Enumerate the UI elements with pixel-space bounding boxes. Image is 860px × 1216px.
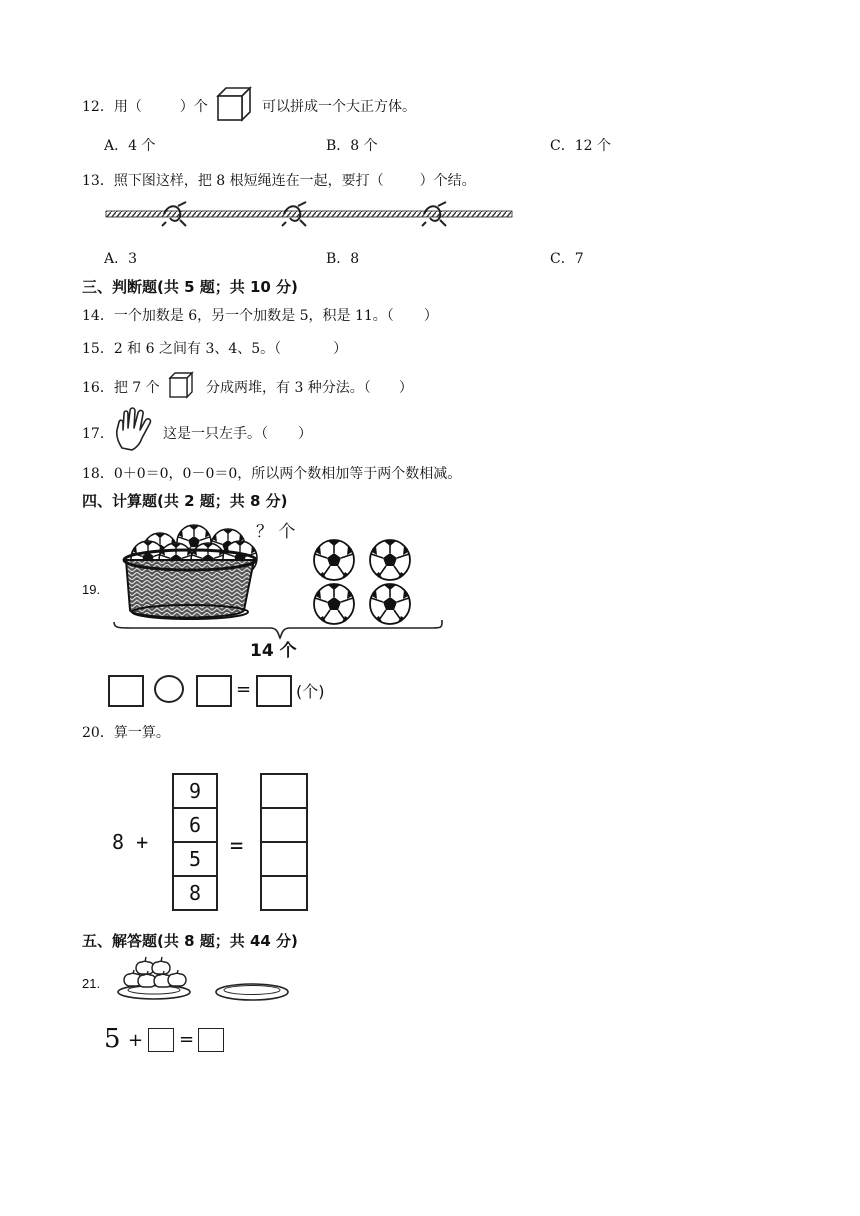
q14-text: 一个加数是 6，另一个加数是 5，积是 11。（ bbox=[113, 308, 394, 324]
rope-knot-icon bbox=[106, 200, 516, 228]
q14-line bbox=[82, 305, 438, 325]
q20-value: 6 bbox=[174, 809, 216, 843]
q13-option-c[interactable]: C．7 bbox=[550, 251, 584, 267]
q12-post: ）个 bbox=[179, 99, 208, 115]
q13-text: 照下图这样，把 8 根短绳连在一起，要打（ bbox=[113, 173, 384, 189]
q21-box-1[interactable] bbox=[148, 1028, 174, 1052]
q21-plus: + bbox=[128, 1030, 144, 1051]
q12-option-a[interactable]: A．4 个 bbox=[104, 138, 156, 154]
q20-value: 9 bbox=[174, 775, 216, 809]
q20-equals: = bbox=[230, 834, 244, 859]
q20-value: 8 bbox=[174, 877, 216, 911]
q20-column bbox=[172, 773, 218, 911]
q19-total-label: 14 个 bbox=[250, 641, 297, 661]
q19-equals: = bbox=[236, 679, 252, 700]
q20-number: 20． bbox=[82, 725, 114, 741]
apple-plate-icon bbox=[118, 957, 190, 999]
q17-number: 17． bbox=[82, 426, 114, 442]
section-5-title: 五、解答题(共 8 题；共 44 分) bbox=[82, 932, 298, 950]
q13-post: ）个结。 bbox=[419, 173, 476, 189]
soccer-ball-icon bbox=[314, 540, 410, 624]
q12-option-b[interactable]: B．8 个 bbox=[326, 138, 378, 154]
hand-icon bbox=[114, 408, 154, 452]
q20-value: 5 bbox=[174, 843, 216, 877]
q19-box-result[interactable] bbox=[256, 675, 292, 707]
q17-text: 这是一只左手。（ bbox=[163, 426, 268, 442]
empty-plate-icon bbox=[216, 984, 288, 1000]
q20-answer-box[interactable] bbox=[262, 843, 306, 877]
q19-unit: (个) bbox=[296, 682, 325, 701]
section-3-title: 三、判断题(共 5 题；共 10 分) bbox=[82, 278, 298, 296]
q12-option-c[interactable]: C．12 个 bbox=[550, 138, 611, 154]
q15-number: 15． bbox=[82, 341, 114, 357]
q14-number: 14． bbox=[82, 308, 114, 324]
q21-box-result[interactable] bbox=[198, 1028, 224, 1052]
q15-line bbox=[82, 338, 347, 358]
q15-text: 2 和 6 之间有 3、4、5。（ bbox=[113, 341, 282, 357]
q13-line bbox=[82, 170, 476, 190]
cube-icon bbox=[216, 86, 252, 122]
q16-number: 16． bbox=[82, 380, 114, 396]
q20-answer-box[interactable] bbox=[262, 809, 306, 843]
q18-text: 0＋0＝0，0－0＝0，所以两个数相加等于两个数相减。 bbox=[113, 466, 462, 482]
q20-lhs: 8 + bbox=[112, 830, 149, 854]
q13-number: 13． bbox=[82, 173, 114, 189]
q21-figure bbox=[116, 956, 296, 1004]
q19-number: 19. bbox=[82, 582, 101, 597]
q18-line bbox=[82, 463, 461, 483]
q17-rest bbox=[163, 423, 312, 443]
q21-lhs: 5 bbox=[104, 1024, 121, 1054]
q13-option-b[interactable]: B．8 bbox=[326, 251, 360, 267]
q12-post2: 可以拼成一个大正方体。 bbox=[262, 99, 416, 115]
q14-post: ） bbox=[423, 308, 438, 324]
q16-rest bbox=[206, 377, 413, 397]
q16-post: 分成两堆，有 3 种分法。（ bbox=[206, 380, 371, 396]
q13-option-a[interactable]: A．3 bbox=[104, 251, 138, 267]
q19-question-label: ？ 个 bbox=[256, 522, 296, 542]
q20-text: 算一算。 bbox=[113, 725, 170, 741]
q19-operator-circle[interactable] bbox=[154, 675, 184, 703]
q21-equals: = bbox=[179, 1029, 195, 1050]
q19-box-2[interactable] bbox=[196, 675, 232, 707]
q16-pre: 把 7 个 bbox=[113, 380, 160, 396]
cube-icon bbox=[168, 371, 194, 399]
q16-post2: ） bbox=[398, 380, 413, 396]
q15-post: ） bbox=[333, 341, 348, 357]
q19-box-1[interactable] bbox=[108, 675, 144, 707]
q17-post: ） bbox=[298, 426, 312, 442]
q16-line bbox=[82, 377, 160, 397]
q20-answer-box[interactable] bbox=[262, 877, 306, 911]
q21-number: 21. bbox=[82, 976, 101, 991]
q20-line bbox=[82, 722, 170, 742]
q20-answer-box[interactable] bbox=[262, 775, 306, 809]
q12-pre: 用（ bbox=[113, 99, 142, 115]
basket-icon bbox=[124, 550, 256, 619]
q12-number: 12． bbox=[82, 99, 114, 115]
q12-line bbox=[82, 96, 208, 116]
q18-number: 18． bbox=[82, 466, 114, 482]
q20-answer-column bbox=[260, 773, 308, 911]
section-4-title: 四、计算题(共 2 题；共 8 分) bbox=[82, 492, 288, 510]
